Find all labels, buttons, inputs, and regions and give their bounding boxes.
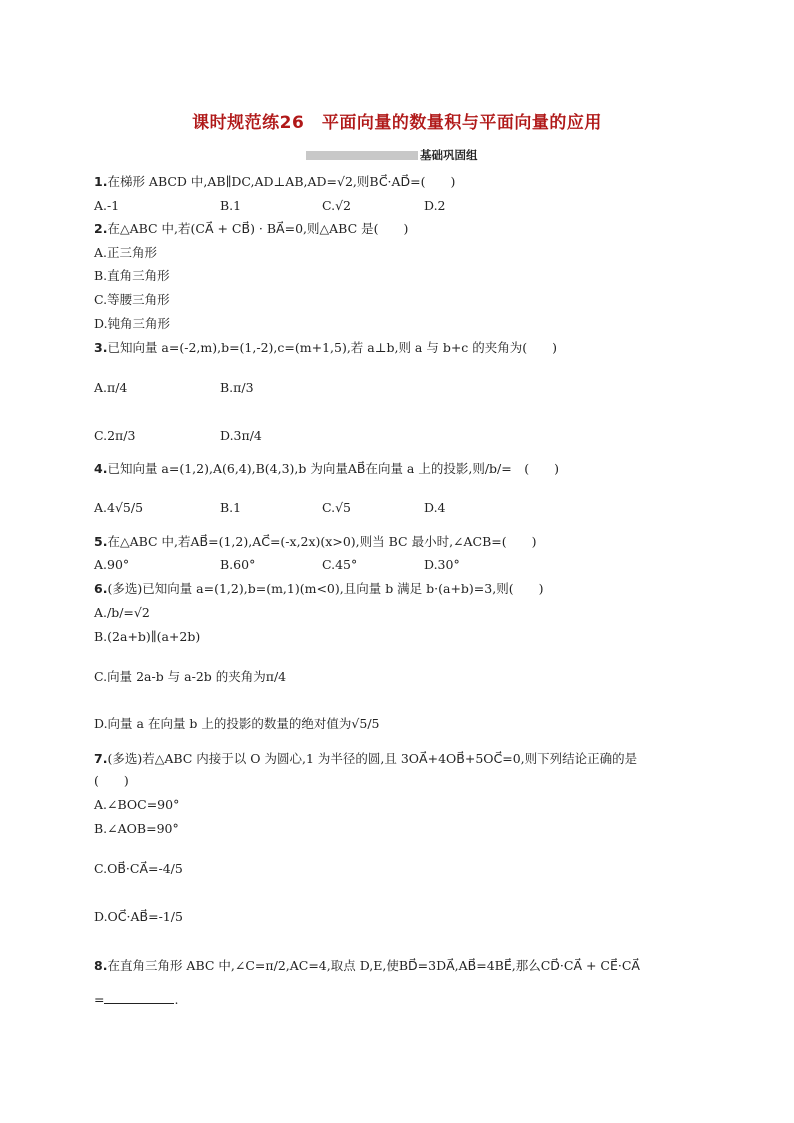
answer-suffix: .: [174, 992, 179, 1007]
option-b: B.π/3: [220, 380, 254, 395]
option-a: A.正三角形: [94, 245, 158, 260]
option-a: A.-1: [94, 198, 120, 213]
question-3: [94, 340, 557, 356]
question-7: [94, 751, 637, 767]
page-title: 课时规范练26 平面向量的数量积与平面向量的应用: [192, 113, 602, 133]
option-d: D.2: [424, 198, 446, 213]
section-header: [306, 148, 478, 162]
option-a: A./b/=√2: [94, 605, 150, 620]
question-number: 4.: [94, 461, 108, 476]
option-c: C.√5: [322, 500, 352, 515]
option-a: A.π/4: [94, 380, 128, 395]
option-b: B.60°: [220, 557, 256, 572]
question-number: 1.: [94, 174, 108, 189]
question-number: 6.: [94, 581, 108, 596]
question-1: [94, 174, 455, 190]
question-number: 3.: [94, 340, 108, 355]
question-7-continuation: ( ): [94, 773, 129, 788]
option-a: A.∠BOC=90°: [94, 797, 180, 812]
question-number: 8.: [94, 958, 108, 973]
option-d: D.钝角三角形: [94, 316, 171, 331]
question-number: 2.: [94, 221, 108, 236]
question-6: [94, 581, 543, 597]
answer-blank[interactable]: [104, 990, 174, 1004]
option-a: A.90°: [94, 557, 130, 572]
option-b: B.直角三角形: [94, 268, 170, 283]
option-d: D.4: [424, 500, 446, 515]
question-stem: 已知向量 a=(1,2),A(6,4),B(4,3),b 为向量AB⃗在向量 a 上的投影,则/b/= ( ): [107, 461, 559, 476]
question-stem: 在梯形 ABCD 中,AB∥DC,AD⊥AB,AD=√2,则BC⃗·AD⃗=( ): [107, 174, 456, 189]
option-d: D.3π/4: [220, 428, 262, 443]
section-bar: [306, 151, 418, 160]
question-stem: 在△ABC 中,若AB⃗=(1,2),AC⃗=(-x,2x)(x>0),则当 BC 最小时,∠ACB=( ): [107, 534, 537, 549]
option-c: C.45°: [322, 557, 358, 572]
option-b: B.(2a+b)∥(a+2b): [94, 629, 201, 644]
option-d: D.OC⃗·AB⃗=-1/5: [94, 909, 183, 924]
answer-line: [94, 990, 178, 1008]
question-stem: 在直角三角形 ABC 中,∠C=π/2,AC=4,取点 D,E,使BD⃗=3DA⃗,AB⃗=4BE⃗,那么CD⃗·CA⃗ + CE⃗·CA⃗: [107, 958, 640, 973]
option-c: C.向量 2a-b 与 a-2b 的夹角为π/4: [94, 669, 287, 684]
question-stem: 在△ABC 中,若(CA⃗ + CB⃗) · BA⃗=0,则△ABC 是( ): [107, 221, 409, 236]
question-number: 7.: [94, 751, 108, 766]
question-8: [94, 958, 640, 974]
section-label: 基础巩固组: [420, 148, 478, 162]
question-2: [94, 221, 408, 237]
option-d: D.30°: [424, 557, 460, 572]
option-d: D.向量 a 在向量 b 上的投影的数量的绝对值为√5/5: [94, 716, 380, 731]
question-4: [94, 461, 559, 477]
question-stem: 已知向量 a=(-2,m),b=(1,-2),c=(m+1,5),若 a⊥b,则 a 与 b+c 的夹角为( ): [107, 340, 558, 355]
option-a: A.4√5/5: [94, 500, 144, 515]
question-stem: (多选)若△ABC 内接于以 O 为圆心,1 为半径的圆,且 3OA⃗+4OB⃗+5OC⃗=0,则下列结论正确的是: [107, 751, 638, 766]
option-c: C.√2: [322, 198, 352, 213]
question-stem: (多选)已知向量 a=(1,2),b=(m,1)(m<0),且向量 b 满足 b·(a+b)=3,则( ): [107, 581, 544, 596]
question-5: [94, 534, 537, 550]
option-c: C.OB⃗·CA⃗=-4/5: [94, 861, 183, 876]
option-c: C.等腰三角形: [94, 292, 170, 307]
question-number: 5.: [94, 534, 108, 549]
option-b: B.∠AOB=90°: [94, 821, 179, 836]
option-c: C.2π/3: [94, 428, 136, 443]
option-b: B.1: [220, 198, 242, 213]
option-b: B.1: [220, 500, 242, 515]
answer-prefix: =: [94, 992, 105, 1007]
